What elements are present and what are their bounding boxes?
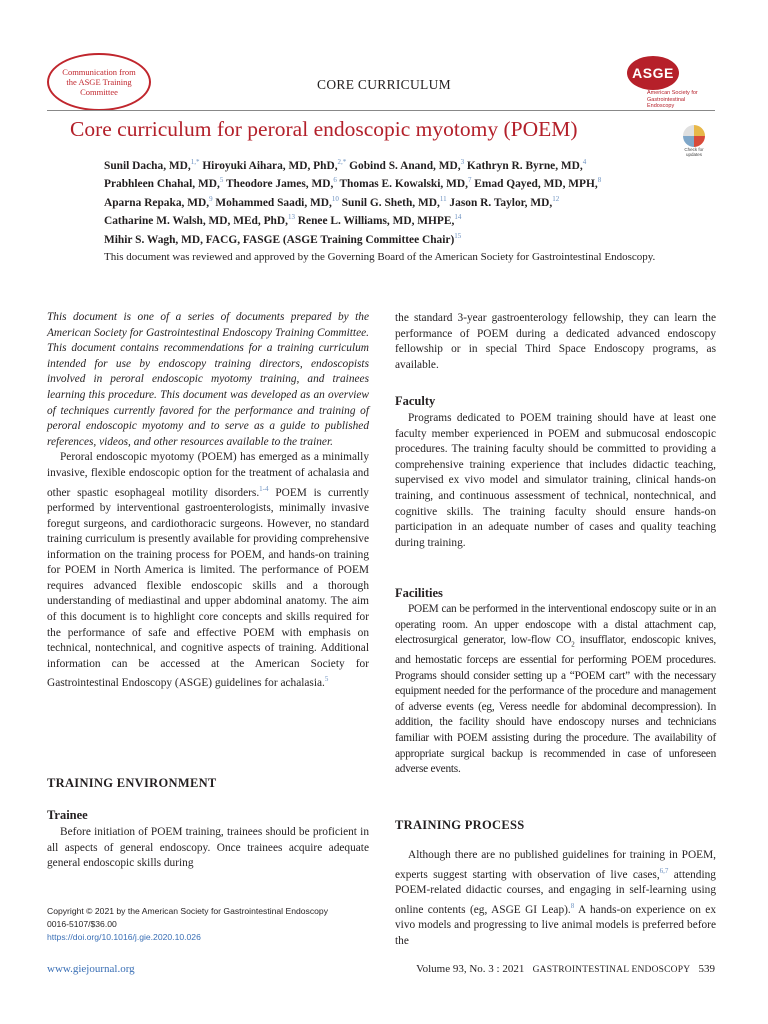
author-line-2 (104, 173, 704, 191)
check-for-updates-button[interactable] (680, 125, 708, 157)
author-line-3 (104, 192, 704, 210)
page-number: 539 (698, 963, 715, 975)
affiliation-ref[interactable]: 10 (331, 194, 339, 203)
author-name: Hiroyuki Aihara, MD, PhD, (199, 159, 338, 172)
author-list (104, 155, 704, 247)
affiliation-ref[interactable]: 3 (460, 158, 465, 166)
right-process (395, 848, 716, 949)
heading-facilities: Facilities (395, 586, 443, 600)
affiliation-ref[interactable]: 9 (209, 194, 213, 203)
facilities-paragraph: POEM can be performed in the interventional endoscopy suite or in an operating room. An upper endoscope with a distal attachment cap, electrosurgical generator, low-flow $CO_2$ insufflator, endoscopic knives, and hemostatic forceps are essential for performing POEM procedures. Programs should consider setting up a “POEM cart” with the necessary equipment needed for the performance of the procedure and management of adverse events (eg, Veress needle for abdominal decompression). In addition, the facility should have endoscopy nurses and technicians familiar with POEM assisting during the procedure. The availability of appropriate surgical backup is recommended in case of unforeseen adverse events. (395, 603, 717, 776)
journal-website-link[interactable]: www.giejournal.org (47, 963, 135, 975)
reference-link[interactable]: 6,7 (659, 866, 669, 875)
right-facilities (395, 602, 716, 778)
author-name: Mohammed Saadi, MD, (212, 196, 332, 209)
affiliation-ref[interactable]: 6 (333, 176, 337, 185)
asge-logo-mark: ASGE (627, 56, 679, 90)
author-name: Catharine M. Walsh, MD, MEd, PhD, (104, 214, 288, 227)
header-rule (47, 110, 715, 111)
reference-link[interactable]: 1-4 (259, 484, 269, 493)
check-updates-label: Check for updates (684, 147, 704, 157)
affiliation-ref[interactable]: 13 (287, 213, 295, 222)
asge-logo-tagline: American Society for Gastrointestinal Endoscopy (647, 90, 698, 109)
affiliation-ref[interactable]: 2,* (337, 158, 347, 166)
heading-trainee: Trainee (47, 808, 88, 822)
heading-training-process: TRAINING PROCESS (395, 818, 525, 832)
volume-info: Volume 93, No. 3 : 2021 (416, 963, 525, 975)
intro-italic: This document is one of a series of documents prepared by the American Society for Gastrointestinal Endoscopy Training Committee. This document contains recommendations for a training curriculum intended for use by endoscopy training directors, endoscopists involved in peroral endoscopic myotomy training, and trainees learning this procedure. This document was developed as an overview of techniques currently favored for the performance and training of peroral endoscopic myotomy and to serve as a guide to published references, videos, and other resources available to the trainer. (47, 311, 369, 448)
review-note: This document was reviewed and approved by the Governing Board of the American Society for Gastrointestinal Endoscopy. (104, 251, 656, 263)
affiliation-ref[interactable]: 8 (597, 176, 602, 185)
left-intro (47, 310, 369, 692)
affiliation-ref[interactable]: 14 (454, 213, 462, 222)
journal-name: GASTROINTESTINAL ENDOSCOPY (532, 965, 691, 975)
author-name: Emad Qayed, MD, MPH, (471, 178, 598, 191)
reference-link[interactable]: 8 (570, 901, 575, 910)
author-name: Prabhleen Chahal, MD, (104, 178, 220, 191)
copyright-line: Copyright © 2021 by the American Society for Gastrointestinal Endoscopy (47, 906, 329, 916)
author-line-5 (104, 229, 704, 247)
continuation-paragraph: the standard 3-year gastroenterology fellowship, they can learn the performance of POEM during a dedicated advanced endoscopy fellowship or in special Third Space Endoscopy programs, as available. (395, 312, 716, 371)
author-name: Renee L. Williams, MD, MHPE, (294, 214, 455, 227)
right-faculty (395, 411, 716, 551)
doi-link[interactable]: https://doi.org/10.1016/j.gie.2020.10.026 (47, 932, 201, 942)
author-name: Kathryn R. Byrne, MD, (464, 159, 583, 172)
heading-training-environment: TRAINING ENVIRONMENT (47, 776, 217, 790)
author-name: Aparna Repaka, MD, (104, 196, 210, 209)
author-name: Theodore James, MD, (223, 178, 334, 191)
right-continuation (395, 311, 716, 373)
author-name: Thomas E. Kowalski, MD, (336, 178, 468, 191)
badge-text: Communication from the ASGE Training Committee (62, 67, 136, 97)
affiliation-ref[interactable]: 7 (467, 176, 472, 185)
affiliation-ref[interactable]: 11 (439, 194, 447, 203)
article-title: Core curriculum for peroral endoscopic myotomy (POEM) (70, 117, 578, 141)
affiliation-ref[interactable]: 4 (582, 158, 587, 166)
copyright-block (47, 905, 387, 944)
affiliation-ref[interactable]: 5 (219, 176, 224, 185)
asge-logo (623, 54, 713, 110)
trainee-paragraph: Before initiation of POEM training, trainees should be proficient in all aspects of general endoscopy. Once trainees acquire adequate general endoscopic skills during (47, 826, 369, 870)
author-name: Sunil Dacha, MD, (104, 159, 191, 172)
issn-line: 0016-5107/$36.00 (47, 919, 117, 929)
author-name: Mihir S. Wagh, MD, FACG, FASGE (ASGE Training Committee Chair) (104, 233, 455, 246)
heading-faculty: Faculty (395, 394, 436, 408)
affiliation-ref[interactable]: 15 (454, 231, 462, 240)
author-name: Jason R. Taylor, MD, (446, 196, 553, 209)
author-name: Sunil G. Sheth, MD, (338, 196, 440, 209)
section-label: CORE CURRICULUM (317, 77, 451, 92)
check-updates-icon (683, 125, 705, 147)
process-paragraph: Although there are no published guidelines for training in POEM, experts suggest starting with observation of live cases,$^{6,7}$ attending POEM-related didactic courses, and engaging in self-learning using online contents (eg, ASGE GI Leap).$^8$ A hands-on experience on ex vivo models and progressing to live animal models is preferred before the (395, 849, 716, 947)
author-line-1 (104, 155, 704, 173)
affiliation-ref[interactable]: 12 (552, 194, 560, 203)
left-trainee (47, 825, 369, 872)
footer-citation (300, 963, 715, 975)
faculty-paragraph: Programs dedicated to POEM training should have at least one faculty member experienced in POEM and submucosal endoscopic procedures. The training faculty should be committed to providing a comprehensive training experience that includes didactic teaching, supervised ex vivo model and simulator training, clinical hands-on training, and continuous assessment of technical, nontechnical, and cognitive skills. The training faculty should ensure hands-on participation in an adequate number of cases and quality teaching during training. (395, 412, 716, 549)
paragraph-intro: Peroral endoscopic myotomy (POEM) has emerged as a minimally invasive, flexible endoscopic option for the treatment of achalasia and other spastic esophageal motility disorders.$^{1-4}$ POEM is currently performed by interventional gastroenterologists, minimally invasive foregut surgeons, and cardiothoracic surgeons. However, no standard training curriculum is presently available for providing comprehensive information on the training process for POEM, and hands-on training for POEM in North America is limited. The performance of POEM requires advanced flexible endoscopic skills and a thorough understanding of mediastinal and upper abdominal anatomy. The aim of this document is to highlight core concepts and skills required for the performance of safe and effective POEM with emphasis on technical, nontechnical, and cognitive aspects of training. Additional information can be accessed at the American Society for Gastrointestinal Endoscopy (ASGE) guidelines for achalasia.$^5$ (47, 451, 369, 690)
affiliation-ref[interactable]: 1,* (190, 158, 200, 166)
reference-link[interactable]: 5 (324, 675, 329, 684)
author-line-4 (104, 210, 704, 228)
author-name: Gobind S. Anand, MD, (346, 159, 461, 172)
